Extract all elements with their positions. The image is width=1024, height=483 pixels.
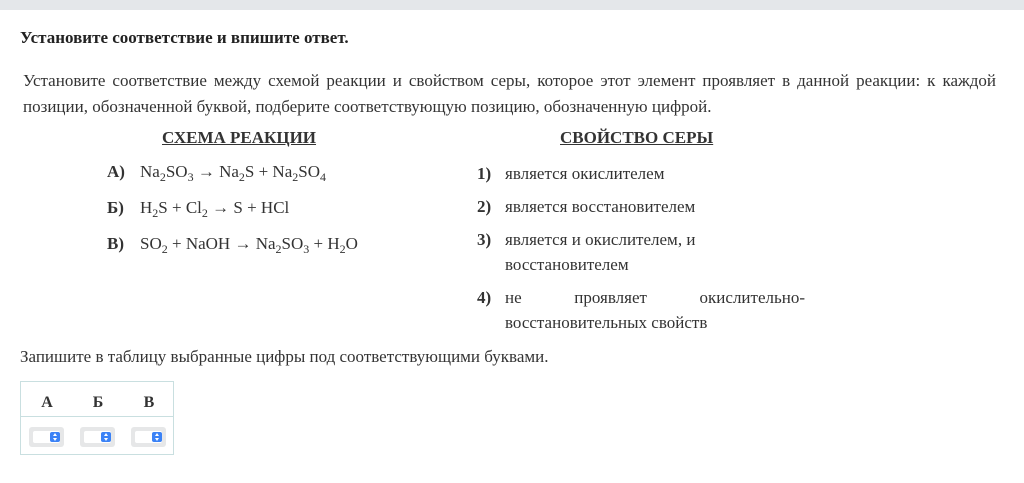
- property-4: [477, 285, 805, 335]
- property-2: [477, 194, 695, 219]
- property-number: 4): [477, 288, 492, 307]
- table-divider: [21, 416, 173, 417]
- reaction-b: [107, 198, 289, 218]
- task-heading: Установите соответствие и впишите ответ.: [20, 28, 349, 47]
- answer-select-b[interactable]: [80, 427, 115, 447]
- reaction-letter: Б): [107, 198, 124, 217]
- task-intro: Установите соответствие между схемой реакции и свойством серы, которое этот элемент проявляет в данной реакции: к каждой позиции, обозначенной буквой, подберите соответствующую позицию, обозначенную цифрой.: [23, 71, 996, 116]
- reaction-formula: $Na_2SO_3 \to Na_2S + Na_2SO_4$: [140, 162, 326, 184]
- reaction-letter: А): [107, 162, 125, 181]
- reaction-scheme-header: СХЕМА РЕАКЦИИ: [162, 128, 317, 147]
- chevron-up-down-icon: [101, 432, 111, 442]
- sulfur-property-header: СВОЙСТВО СЕРЫ: [560, 128, 714, 147]
- table-instruction: Запишите в таблицу выбранные цифры под соответствующими буквами.: [20, 347, 549, 366]
- top-bar: [0, 0, 1024, 10]
- reaction-c: [107, 234, 358, 254]
- column-header-a: А: [41, 394, 53, 411]
- reaction-formula: $H_2S + Cl_2 \to S$ + HCl: [140, 198, 290, 220]
- reaction-formula: $SO_2$ + NaOH → $Na_2SO_3 + H_2O$: [140, 234, 358, 256]
- answer-table: [20, 381, 174, 455]
- answer-select-a[interactable]: [29, 427, 64, 447]
- reaction-letter: В): [107, 234, 124, 253]
- chevron-up-down-icon: [152, 432, 162, 442]
- property-text: является и окислителем, и восстановителем: [505, 230, 696, 274]
- property-text: является окислителем: [505, 164, 665, 183]
- property-number: 3): [477, 230, 492, 249]
- column-header-b: Б: [92, 394, 104, 411]
- property-1: [477, 161, 664, 186]
- property-text: является восстановителем: [505, 197, 696, 216]
- reaction-a: [107, 162, 326, 182]
- property-text: не проявляет окислительно-восстановительных свойств: [505, 288, 805, 332]
- column-header-c: В: [143, 394, 155, 411]
- property-3: [477, 227, 705, 277]
- property-number: 2): [477, 197, 492, 216]
- chevron-up-down-icon: [50, 432, 60, 442]
- property-number: 1): [477, 164, 492, 183]
- answer-select-c[interactable]: [131, 427, 166, 447]
